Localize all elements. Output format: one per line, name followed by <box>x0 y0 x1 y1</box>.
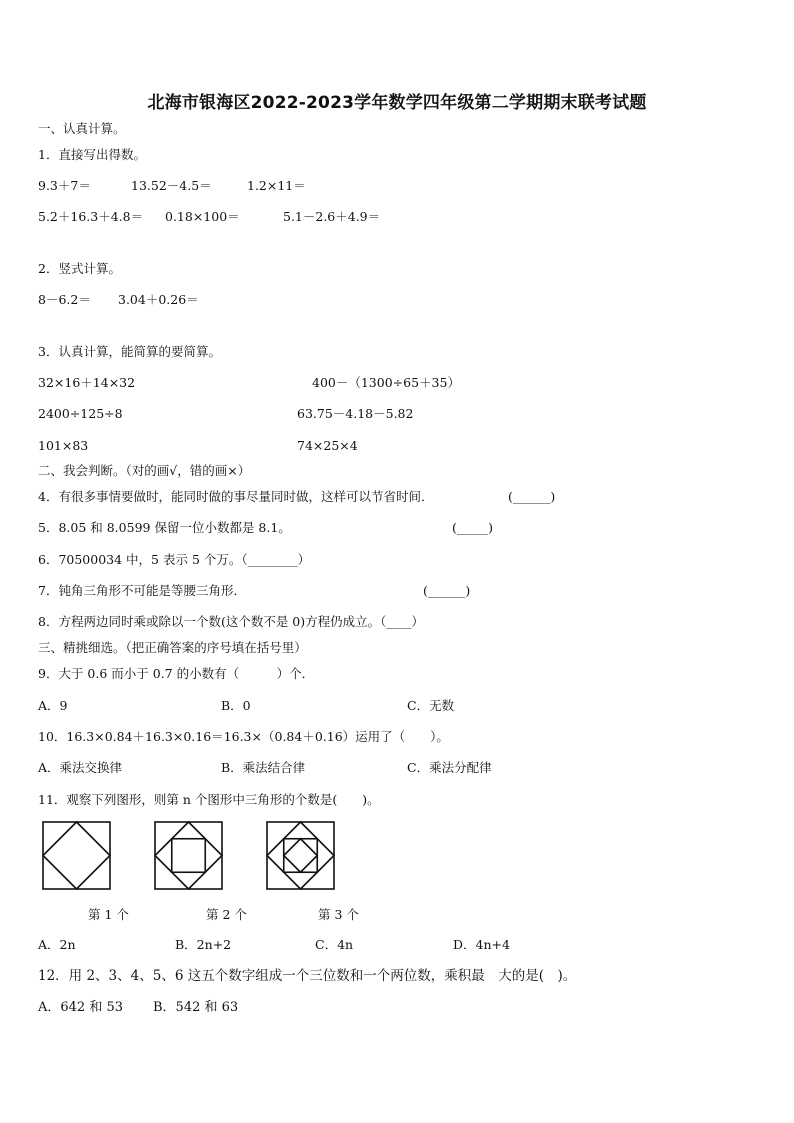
question-2: 2．竖式计算。 <box>38 261 121 276</box>
question-12: 12．用 2、3、4、5、6 这五个数字组成一个三位数和一个两位数，乘积最 大的是( )。 <box>38 968 577 984</box>
nested-squares-figure-2 <box>154 821 223 890</box>
q1-item: 5.1－2.6＋4.9＝ <box>283 209 381 224</box>
section-3-heading: 三、精挑细选。（把正确答案的序号填在括号里） <box>38 640 307 655</box>
option-c[interactable]: C．乘法分配律 <box>407 760 492 775</box>
option-b[interactable]: B．0 <box>221 698 251 713</box>
q2-item: 8－6.2＝ <box>38 292 91 307</box>
q1-item: 0.18×100＝ <box>165 209 240 224</box>
question-7: 7．钝角三角形不可能是等腰三角形． <box>38 583 246 598</box>
question-5: 5．8.05 和 8.0599 保留一位小数都是 8.1。 <box>38 520 291 535</box>
option-a[interactable]: A．乘法交换律 <box>38 760 123 775</box>
question-1: 1．直接写出得数。 <box>38 147 146 162</box>
q3-item: 400－（1300÷65＋35） <box>312 375 460 390</box>
answer-blank[interactable]: (_____) <box>452 520 494 535</box>
figure-caption: 第 2 个 <box>206 907 247 922</box>
q3-item: 101×83 <box>38 438 89 453</box>
page-title: 北海市银海区2022-2023学年数学四年级第二学期期末联考试题 <box>147 93 647 113</box>
option-b[interactable]: B．乘法结合律 <box>221 760 306 775</box>
option-a[interactable]: A．642 和 53 <box>38 1000 124 1015</box>
option-b[interactable]: B．2n+2 <box>175 937 232 952</box>
section-1-heading: 一、认真计算。 <box>38 121 126 136</box>
nested-squares-figure-1 <box>42 821 111 890</box>
q3-item: 63.75－4.18－5.82 <box>297 406 414 421</box>
q1-item: 9.3＋7＝ <box>38 178 91 193</box>
option-c[interactable]: C．4n <box>315 937 354 952</box>
option-c[interactable]: C．无数 <box>407 698 455 713</box>
question-8: 8．方程两边同时乘或除以一个数(这个数不是 0)方程仍成立。（____） <box>38 614 424 629</box>
answer-blank[interactable]: (______) <box>508 489 556 504</box>
question-4: 4．有很多事情要做时，能同时做的事尽量同时做，这样可以节省时间． <box>38 489 434 504</box>
q3-item: 32×16＋14×32 <box>38 375 136 390</box>
q1-item: 1.2×11＝ <box>247 178 306 193</box>
q2-item: 3.04＋0.26＝ <box>118 292 199 307</box>
section-2-heading: 二、我会判断。（对的画√，错的画×） <box>38 463 251 478</box>
option-a[interactable]: A．2n <box>38 937 76 952</box>
answer-blank[interactable]: (______) <box>423 583 471 598</box>
q3-item: 74×25×4 <box>297 438 358 453</box>
q1-item: 5.2＋16.3＋4.8＝ <box>38 209 144 224</box>
figure-caption: 第 1 个 <box>88 907 129 922</box>
question-3: 3．认真计算，能简算的要简算。 <box>38 344 221 359</box>
question-10: 10．16.3×0.84＋16.3×0.16＝16.3×（0.84＋0.16）运用了（ ）。 <box>38 729 449 744</box>
question-11: 11．观察下列图形，则第 n 个图形中三角形的个数是( )。 <box>38 792 380 807</box>
option-a[interactable]: A．9 <box>38 698 68 713</box>
q1-item: 13.52－4.5＝ <box>131 178 212 193</box>
question-6: 6．70500034 中，5 表示 5 个万。（________） <box>38 552 311 567</box>
option-b[interactable]: B．542 和 63 <box>153 1000 239 1015</box>
question-9: 9．大于 0.6 而小于 0.7 的小数有（ ）个． <box>38 666 315 681</box>
option-d[interactable]: D．4n+4 <box>453 937 510 952</box>
nested-squares-figure-3 <box>266 821 335 890</box>
q3-item: 2400÷125÷8 <box>38 406 123 421</box>
figure-caption: 第 3 个 <box>318 907 359 922</box>
